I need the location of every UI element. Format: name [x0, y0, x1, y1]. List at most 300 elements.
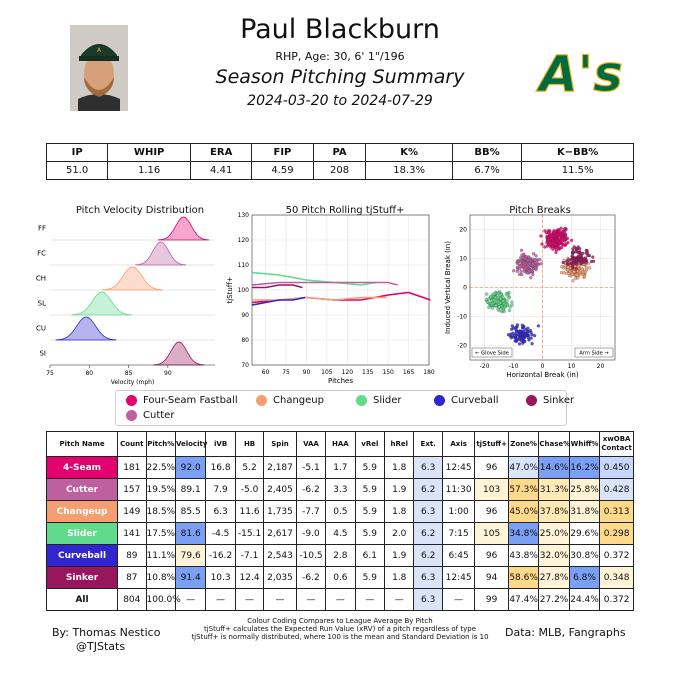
table-cell: 16.8 [206, 457, 235, 479]
table-cell: — [296, 589, 325, 611]
table-cell: 1.8 [385, 501, 414, 523]
table-cell: 1.8 [385, 567, 414, 589]
break-cluster-curveball [507, 323, 540, 345]
team-logo [537, 33, 625, 109]
break-point [586, 254, 589, 257]
x-axis-label: Velocity (mph) [110, 379, 155, 386]
break-point [562, 261, 565, 264]
break-point [537, 324, 540, 327]
legend-label: Changeup [273, 395, 324, 406]
date-range: 2024-03-20 to 2024-07-29 [247, 93, 433, 109]
footer-handle: @TJStats [76, 640, 126, 653]
table-cell: 6.3 [206, 501, 235, 523]
table-cell: 11.6 [235, 501, 263, 523]
break-point [588, 266, 591, 269]
pitch-name-cell: Curveball [47, 545, 118, 567]
break-point [508, 296, 511, 299]
break-point [546, 237, 549, 240]
summary-column-header: BB% [452, 144, 522, 162]
velocity-row-label: CU [35, 324, 46, 333]
y-tick-label: 110 [237, 262, 249, 269]
table-cell: 2,543 [264, 545, 296, 567]
column-header: Pitch% [146, 432, 175, 457]
summary-cell: 6.7% [452, 162, 522, 180]
table-cell: 47.4% [508, 589, 538, 611]
break-point [529, 276, 532, 279]
break-point [561, 239, 564, 242]
table-cell: 6.3 [414, 567, 442, 589]
table-cell: -5.1 [296, 457, 325, 479]
table-cell: -6.2 [296, 567, 325, 589]
break-point [491, 307, 494, 310]
x-tick-label: -10 [508, 363, 519, 370]
table-cell: — [442, 589, 474, 611]
break-point [575, 248, 578, 251]
x-tick-label: -20 [479, 363, 490, 370]
table-cell: 85.5 [175, 501, 205, 523]
table-cell: 27.2% [539, 589, 569, 611]
x-tick-label: 180 [423, 369, 435, 376]
table-cell: 181 [118, 457, 146, 479]
table-cell: 12:45 [442, 567, 474, 589]
legend-label: Slider [373, 395, 402, 406]
table-cell: 79.6 [175, 545, 205, 567]
rolling-line-cutter [252, 283, 398, 286]
table-cell: 25.8% [569, 479, 599, 501]
break-point [568, 274, 571, 277]
break-point [502, 300, 505, 303]
table-cell: -15.1 [235, 523, 263, 545]
column-header: Whiff% [569, 432, 599, 457]
table-cell: 2,035 [264, 567, 296, 589]
x-axis-label: Pitches [328, 377, 353, 385]
break-point [505, 292, 508, 295]
break-point [535, 268, 538, 271]
break-point [518, 342, 521, 345]
table-cell: 105 [475, 523, 509, 545]
break-point [581, 270, 584, 273]
break-point [560, 271, 563, 274]
x-tick-label: 85 [124, 370, 133, 377]
table-cell: 87 [118, 567, 146, 589]
break-point [509, 306, 512, 309]
break-point [560, 265, 563, 268]
table-cell: 94 [475, 567, 509, 589]
break-point [573, 256, 576, 259]
break-point [493, 299, 496, 302]
break-point [531, 342, 534, 345]
break-cluster-four-seam-fastball [539, 227, 573, 254]
table-row [47, 589, 634, 611]
column-header: xwOBA Contact [600, 432, 634, 457]
break-point [553, 240, 556, 243]
y-axis-label: tjStuff+ [226, 276, 234, 304]
table-cell: — [355, 589, 384, 611]
table-cell: 43.8% [508, 545, 538, 567]
break-point [490, 299, 493, 302]
break-point [546, 245, 549, 248]
break-point [573, 262, 576, 265]
break-point [571, 248, 574, 251]
table-cell: 2.0 [385, 523, 414, 545]
break-point [536, 264, 539, 267]
break-point [486, 301, 489, 304]
column-header: Spin [264, 432, 296, 457]
break-point [570, 239, 573, 242]
summary-column-header: IP [47, 144, 108, 162]
x-tick-label: 80 [85, 370, 94, 377]
table-cell: 25.0% [539, 523, 569, 545]
pitch-name-cell: Changeup [47, 501, 118, 523]
summary-column-header: ERA [191, 144, 252, 162]
velocity-row-label: FC [37, 249, 46, 258]
legend-marker [356, 395, 367, 406]
summary-cell: 11.5% [522, 162, 634, 180]
break-point [578, 251, 581, 254]
table-cell: 7:15 [442, 523, 474, 545]
summary-column-header: WHIP [108, 144, 191, 162]
table-row [47, 479, 634, 501]
legend-marker [434, 395, 445, 406]
table-cell: 2,617 [264, 523, 296, 545]
break-point [506, 299, 509, 302]
summary-stats-table [46, 143, 634, 180]
table-cell: 0.6 [326, 567, 355, 589]
table-cell: 0.450 [600, 457, 634, 479]
velocity-row-label: SL [37, 299, 46, 308]
x-tick-label: 165 [402, 369, 415, 376]
break-point [532, 262, 535, 265]
table-cell: 804 [118, 589, 146, 611]
column-header: VAA [296, 432, 325, 457]
table-cell: 6.2 [414, 545, 442, 567]
break-point [564, 238, 567, 241]
table-cell: 1.9 [385, 479, 414, 501]
table-cell: 37.8% [539, 501, 569, 523]
break-point [522, 256, 525, 259]
break-point [524, 263, 527, 266]
break-point [510, 336, 513, 339]
break-point [511, 324, 514, 327]
break-point [541, 243, 544, 246]
x-tick-label: 60 [261, 369, 270, 376]
break-point [529, 329, 532, 332]
table-cell: 6:45 [442, 545, 474, 567]
table-cell: 6.3 [414, 501, 442, 523]
table-cell: -5.0 [235, 479, 263, 501]
break-point [559, 246, 562, 249]
table-cell: 45.0% [508, 501, 538, 523]
column-header: HB [235, 432, 263, 457]
footer-notes [170, 617, 510, 641]
break-point [547, 231, 550, 234]
break-point [514, 328, 517, 331]
break-point [499, 302, 502, 305]
break-point [512, 269, 515, 272]
footer-source: Data: MLB, Fangraphs [505, 626, 626, 639]
table-row [47, 501, 634, 523]
y-axis-label: Induced Vertical Break (in) [444, 241, 452, 334]
column-header: hRel [385, 432, 414, 457]
break-point [515, 337, 518, 340]
break-point [485, 293, 488, 296]
table-cell: 22.5% [146, 457, 175, 479]
break-point [506, 303, 509, 306]
summary-column-header: PA [313, 144, 366, 162]
break-point [576, 273, 579, 276]
pitch-name-cell: Cutter [47, 479, 118, 501]
table-cell: -16.2 [206, 545, 235, 567]
velocity-row-label: FF [37, 224, 46, 233]
legend-label: Sinker [543, 395, 575, 406]
table-cell: -6.2 [296, 479, 325, 501]
break-point [498, 306, 501, 309]
table-cell: 2,187 [264, 457, 296, 479]
break-point [522, 329, 525, 332]
pitch-arsenal-table [46, 431, 634, 611]
table-cell: 12.4 [235, 567, 263, 589]
x-axis-label: Horizontal Break (in) [506, 371, 579, 379]
velocity-density-si [154, 342, 204, 365]
break-point [526, 271, 529, 274]
table-cell: 0.313 [600, 501, 634, 523]
velocity-chart-title: Pitch Velocity Distribution [75, 205, 205, 216]
x-tick-label: 10 [567, 363, 576, 370]
legend-label: Four-Seam Fastball [143, 395, 238, 406]
table-cell: — [385, 589, 414, 611]
break-point [571, 267, 574, 270]
table-row [47, 457, 634, 479]
break-point [520, 249, 523, 252]
break-point [498, 294, 501, 297]
break-point [534, 259, 537, 262]
svg-text:A's: A's [539, 45, 623, 103]
summary-column-header: FIP [252, 144, 313, 162]
table-cell: 99 [475, 589, 509, 611]
break-point [535, 254, 538, 257]
footer-note: Colour Coding Compares to League Average By Pitch [247, 617, 433, 625]
table-cell: 29.6% [569, 523, 599, 545]
break-point [554, 244, 557, 247]
table-cell: 0.372 [600, 589, 634, 611]
table-cell: 1.7 [326, 457, 355, 479]
legend-label: Cutter [143, 410, 175, 421]
table-cell: 1.8 [385, 457, 414, 479]
table-row [47, 567, 634, 589]
table-cell: — [235, 589, 263, 611]
break-point [500, 309, 503, 312]
break-point [518, 273, 521, 276]
column-header: Velocity [175, 432, 205, 457]
break-point [540, 262, 543, 265]
table-cell: — [206, 589, 235, 611]
table-cell: 14.6% [539, 457, 569, 479]
break-point [517, 333, 520, 336]
break-point [573, 270, 576, 273]
break-point [552, 234, 555, 237]
table-cell: 89 [118, 545, 146, 567]
table-cell: 1.9 [385, 545, 414, 567]
break-point [581, 268, 584, 271]
velocity-distribution-chart [30, 210, 220, 385]
table-cell: 96 [475, 501, 509, 523]
break-point [591, 256, 594, 259]
break-point [499, 297, 502, 300]
table-cell: — [264, 589, 296, 611]
break-point [551, 238, 554, 241]
table-cell: 31.3% [539, 479, 569, 501]
break-point [570, 262, 573, 265]
legend-item [434, 395, 499, 406]
table-cell: 0.5 [326, 501, 355, 523]
velocity-density-ch [102, 267, 162, 290]
column-header: Pitch Name [47, 432, 118, 457]
breaks-chart-title: Pitch Breaks [509, 205, 571, 216]
legend-marker [126, 395, 137, 406]
table-cell: 5.9 [355, 479, 384, 501]
break-point [527, 259, 530, 262]
break-point [576, 259, 579, 262]
svg-text:A: A [96, 47, 102, 54]
y-tick-label: 90 [241, 312, 249, 319]
summary-column-header: K% [366, 144, 452, 162]
break-point [523, 340, 526, 343]
break-point [558, 238, 561, 241]
column-header: vRel [355, 432, 384, 457]
rolling-chart-title: 50 Pitch Rolling tjStuff+ [285, 205, 405, 216]
table-cell: 0.348 [600, 567, 634, 589]
break-point [539, 235, 542, 238]
legend-item [126, 410, 174, 421]
player-name: Paul Blackburn [240, 14, 440, 45]
break-point [567, 259, 570, 262]
break-point [530, 337, 533, 340]
legend-item [526, 395, 574, 406]
break-point [491, 302, 494, 305]
report-title: Season Pitching Summary [215, 66, 465, 88]
table-cell: 100.0% [146, 589, 175, 611]
table-cell: -9.0 [296, 523, 325, 545]
x-tick-label: 105 [321, 369, 333, 376]
break-point [565, 272, 568, 275]
table-row [47, 545, 634, 567]
table-cell: 103 [475, 479, 509, 501]
velocity-row-label: CH [35, 274, 46, 283]
table-cell: 7.9 [206, 479, 235, 501]
summary-cell: 4.41 [191, 162, 252, 180]
break-point [533, 334, 536, 337]
table-cell: 16.2% [569, 457, 599, 479]
table-cell: 89.1 [175, 479, 205, 501]
footer-note: tjStuff+ is normally distributed, where 100 is the mean and Standard Deviation is 10 [191, 633, 489, 641]
column-header: Axis [442, 432, 474, 457]
break-point [508, 309, 511, 312]
pitch-breaks-chart [440, 210, 620, 385]
summary-cell: 4.59 [252, 162, 313, 180]
column-header: Count [118, 432, 146, 457]
break-cluster-cutter [512, 249, 543, 279]
velocity-density-fc [136, 242, 186, 265]
summary-cell: 51.0 [47, 162, 108, 180]
table-cell: 11:30 [442, 479, 474, 501]
break-point [489, 295, 492, 298]
legend-marker [256, 395, 267, 406]
break-cluster-slider [485, 290, 513, 313]
break-point [557, 231, 560, 234]
break-point [524, 333, 527, 336]
table-cell: 5.9 [355, 523, 384, 545]
legend-marker [126, 410, 137, 421]
legend-item [126, 395, 238, 406]
break-point [503, 305, 506, 308]
y-tick-label: 20 [459, 226, 467, 234]
break-point [567, 263, 570, 266]
summary-column-header: K−BB% [522, 144, 634, 162]
table-cell: 47.0% [508, 457, 538, 479]
column-header: tjStuff+ [475, 432, 509, 457]
rolling-line-sinker [252, 285, 302, 288]
column-header: HAA [326, 432, 355, 457]
table-cell: 149 [118, 501, 146, 523]
break-point [492, 293, 495, 296]
break-point [487, 306, 490, 309]
table-cell: 11.1% [146, 545, 175, 567]
break-point [575, 267, 578, 270]
table-cell: 5.9 [355, 501, 384, 523]
break-point [517, 330, 520, 333]
table-cell: 6.8% [569, 567, 599, 589]
table-cell: 32.0% [539, 545, 569, 567]
y-tick-label: 100 [237, 287, 249, 294]
break-point [530, 333, 533, 336]
velocity-density-sl [72, 292, 132, 315]
x-tick-label: 75 [46, 370, 54, 377]
x-tick-label: 90 [164, 370, 172, 377]
table-cell: 27.8% [539, 567, 569, 589]
table-cell: -10.5 [296, 545, 325, 567]
y-tick-label: -20 [457, 342, 467, 350]
table-cell: 1:00 [442, 501, 474, 523]
player-bio: RHP, Age: 30, 6' 1"/196 [275, 50, 405, 63]
table-cell: 57.3% [508, 479, 538, 501]
pitch-name-cell: 4-Seam [47, 457, 118, 479]
table-cell: 5.2 [235, 457, 263, 479]
table-cell: — [175, 589, 205, 611]
legend-marker [526, 395, 537, 406]
y-tick-label: 120 [237, 237, 249, 244]
table-cell: 6.2 [414, 523, 442, 545]
pitch-legend [115, 390, 575, 426]
break-point [577, 254, 580, 257]
x-tick-label: 120 [341, 369, 354, 376]
break-point [550, 243, 553, 246]
y-tick-label: 10 [459, 255, 467, 263]
column-header: iVB [206, 432, 235, 457]
table-cell: 12:45 [442, 457, 474, 479]
y-tick-label: 80 [241, 337, 249, 344]
y-tick-label: 130 [237, 212, 249, 219]
break-point [532, 252, 535, 255]
x-tick-label: 75 [282, 369, 290, 376]
break-point [577, 246, 580, 249]
table-cell: 5.9 [355, 567, 384, 589]
table-cell: -7.7 [296, 501, 325, 523]
break-point [572, 279, 575, 282]
column-header: Ext. [414, 432, 442, 457]
table-cell: 81.6 [175, 523, 205, 545]
break-point [568, 270, 571, 273]
table-cell: 0.298 [600, 523, 634, 545]
